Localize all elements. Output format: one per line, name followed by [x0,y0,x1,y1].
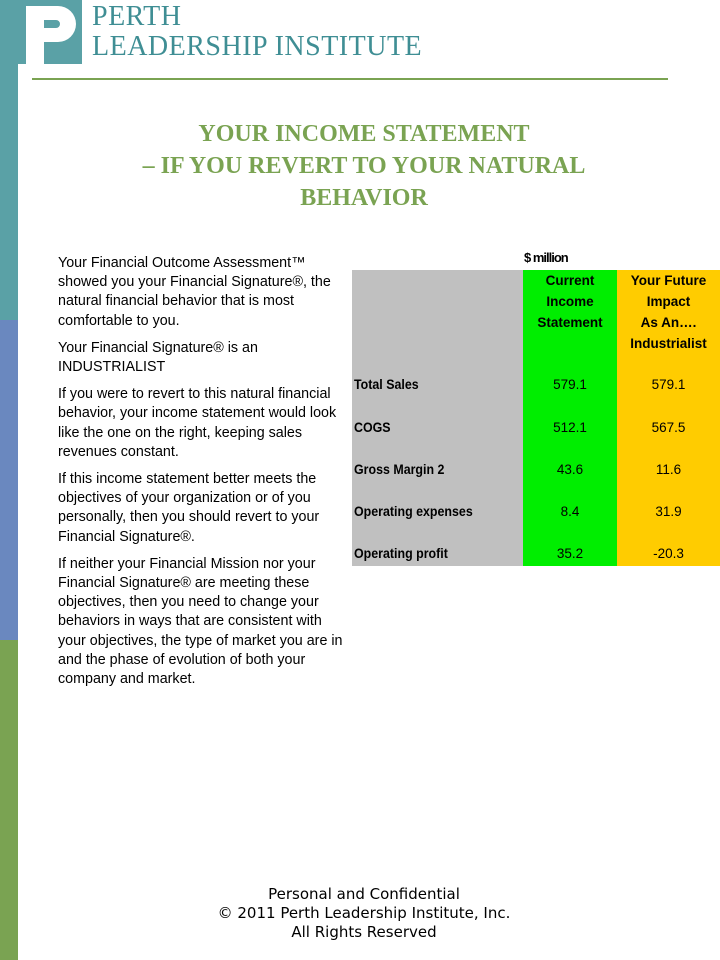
future-header-line: Industrialist [630,336,707,351]
footer [160,885,568,942]
current-header [523,270,617,333]
row-label: Operating profit [354,546,448,561]
row-current-value: 35.2 [556,546,584,561]
paragraph-2-prefix: Your Financial Signature® is an [58,339,258,356]
table-row [352,420,720,442]
future-header-line: As An…. [640,315,697,330]
title-line-3: BEHAVIOR [300,185,428,211]
header-divider [32,78,668,80]
table-unit: $ million [524,250,568,265]
table-row [352,462,720,484]
row-future-value: 31.9 [655,504,682,519]
footer-line-1: Personal and Confidential [268,885,460,903]
signature-type: INDUSTRIALIST [58,359,166,376]
left-stripe-green [0,640,18,960]
table-row [352,504,720,526]
logo-text [92,2,422,62]
logo-line-2: LEADERSHIP INSTITUTE [92,31,423,62]
row-future-value: 567.5 [651,420,686,435]
logo-line-1: PERTH [92,1,182,32]
row-current-value: 43.6 [556,462,584,477]
row-label: COGS [354,420,391,435]
row-future-value: 579.1 [651,377,686,392]
row-label: Total Sales [354,377,419,392]
left-stripe-teal [0,0,18,320]
paragraph-4: If this income statement better meets the objectives of your organization or of you personally, then you should revert to your Financial Signature®. [58,471,320,545]
title-line-1: YOUR INCOME STATEMENT [198,121,530,147]
current-header-line: Current [545,273,595,288]
future-header [617,270,720,354]
row-current-value: 512.1 [553,420,587,435]
page-title [60,118,668,214]
body-text [58,254,344,697]
row-label: Gross Margin 2 [354,462,445,477]
current-header-line: Income [546,294,594,309]
row-future-value: 11.6 [655,462,682,477]
footer-line-3: All Rights Reserved [291,923,437,941]
row-current-value: 579.1 [553,377,587,392]
title-line-2: – IF YOU REVERT TO YOUR NATURAL [142,153,586,179]
row-label: Operating expenses [354,504,473,519]
paragraph-3: If you were to revert to this natural financial behavior, your income statement would look like the one on the right, keeping sales revenues constant. [58,386,337,460]
row-future-value: -20.3 [653,546,684,561]
left-stripe-blue [0,320,18,640]
current-header-line: Statement [537,315,603,330]
perth-logo-icon [18,0,82,64]
future-header-line: Your Future [630,273,707,288]
paragraph-5: If neither your Financial Mission nor your Financial Signature® are meeting these objectives, then you need to change your behaviors in ways that are consistent with your objectives, the type of market you are in and the phase of evolution of both your company and market. [58,555,343,688]
future-header-line: Impact [646,294,691,309]
table-row [352,377,720,399]
paragraph-2 [58,339,344,377]
table-row [352,546,720,568]
paragraph-1: Your Financial Outcome Assessment™ showed you your Financial Signature®, the natural financial behavior that is most comfortable to you. [58,255,331,329]
footer-line-2: © 2011 Perth Leadership Institute, Inc. [217,904,511,922]
income-statement-table [352,250,720,566]
row-current-value: 8.4 [560,504,580,519]
